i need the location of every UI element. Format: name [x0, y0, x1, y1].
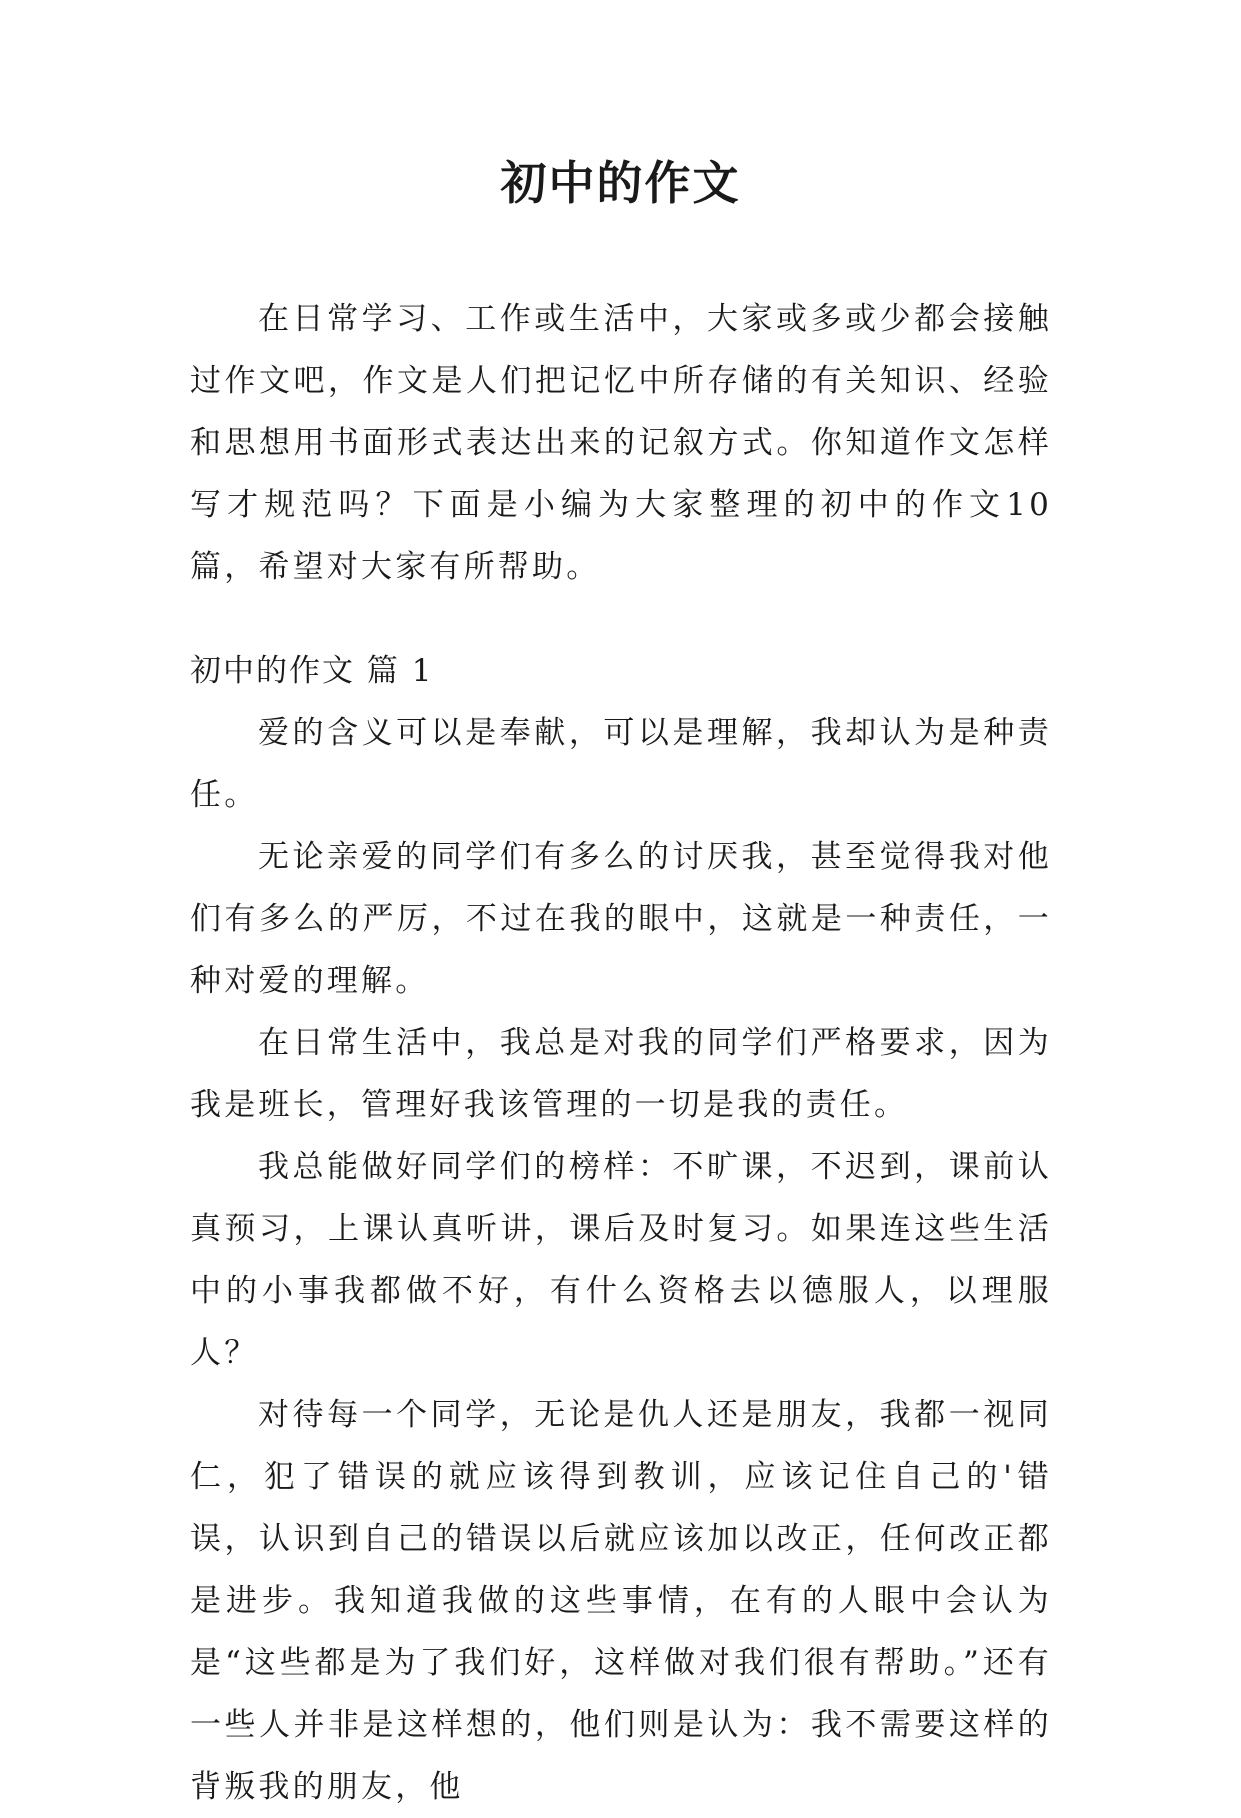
paragraph-5: 对待每一个同学，无论是仇人还是朋友，我都一视同仁，犯了错误的就应该得到教训，应该记住自己的'错误，认识到自己的错误以后就应该加以改正，任何改正都是进步。我知道我做的这些事情，在有的人眼中会认为是“这些都是为了我们好，这样做对我们很有帮助。”还有一些人并非是这样想的，他们则是认为：我不需要这样的背叛我的朋友，他 [190, 1397, 1052, 1805]
section-heading: 初中的作文 篇 1 [190, 653, 434, 689]
paragraph-2: 无论亲爱的同学们有多么的讨厌我，甚至觉得我对他们有多么的严厉，不过在我的眼中，这就是一种责任，一种对爱的理解。 [190, 839, 1052, 999]
paragraph-4: 我总能做好同学们的榜样：不旷课，不迟到，课前认真预习，上课认真听讲，课后及时复习。如果连这些生活中的小事我都做不好，有什么资格去以德服人，以理服人？ [190, 1149, 1052, 1371]
document-title: 初中的作文 [500, 156, 741, 210]
paragraph-1: 爱的含义可以是奉献，可以是理解，我却认为是种责任。 [190, 715, 1052, 813]
intro-paragraph: 在日常学习、工作或生活中，大家或多或少都会接触过作文吧，作文是人们把记忆中所存储的有关知识、经验和思想用书面形式表达出来的记叙方式。你知道作文怎样写才规范吗？下面是小编为大家整理的初中的作文10篇，希望对大家有所帮助。 [190, 301, 1052, 585]
essay-section-1 [190, 640, 1052, 1818]
paragraph-3: 在日常生活中，我总是对我的同学们严格要求，因为我是班长，管理好我该管理的一切是我的责任。 [190, 1025, 1052, 1123]
intro-block [190, 288, 1052, 598]
